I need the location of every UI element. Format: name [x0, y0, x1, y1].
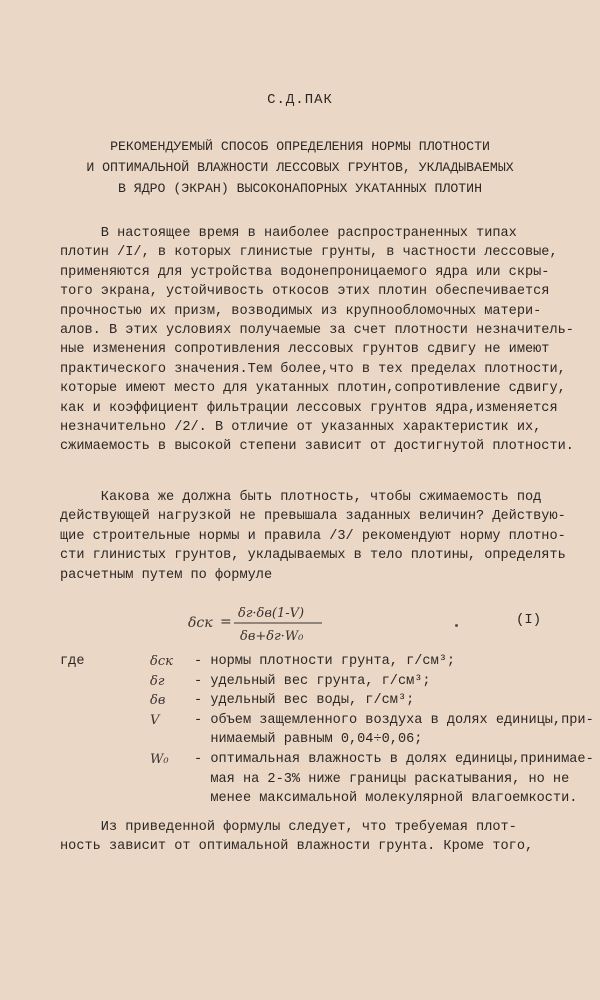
text-line: расчетным путем по формуле [60, 567, 273, 583]
specks [455, 624, 458, 627]
text-line: сти глинистых грунтов, укладываемых в тело плотины, определять [60, 548, 566, 564]
definition-text: - удельный вес воды, г/см³; [194, 693, 415, 709]
definition-item [60, 711, 594, 731]
definition-item [60, 750, 594, 770]
paragraph-1 [60, 224, 574, 457]
definition-text: мая на 2-3% ниже границы раскатывания, но не [194, 771, 570, 787]
formula-numerator: δг·δв(1-V) [238, 606, 305, 621]
definition-item [60, 672, 560, 692]
paragraph-2 [60, 488, 566, 585]
title-line: И ОПТИМАЛЬНОЙ ВЛАЖНОСТИ ЛЕССОВЫХ ГРУНТОВ, УКЛАДЫВАЕМЫХ [86, 160, 514, 175]
definition-text: - нормы плотности грунта, г/см³; [194, 654, 456, 669]
formula-1 [186, 600, 356, 644]
definition-text: - объем защемленного воздуха в долях единицы,при- [194, 712, 594, 728]
definition-continuation [60, 789, 578, 809]
svg-text:=: = [220, 614, 232, 630]
author-name: С.Д.ПАК [267, 92, 333, 108]
definitions-list [60, 652, 594, 809]
text-line: незначительно /2/. В отличие от указанных характеристик их, [60, 419, 542, 435]
formula-denominator: δв+δг·W₀ [240, 629, 304, 644]
text-line: сжимаемость в высокой степени зависит от достигнутой плотности. [60, 439, 574, 455]
text-line: Из приведенной формулы следует, что требуемая плот- [60, 820, 517, 835]
text-line: применяются для устройства водонепроницаемого ядра или скры- [60, 264, 550, 280]
text-line: щие строительные нормы и правила /3/ рекомендуют норму плотно- [60, 528, 566, 544]
document-title [40, 136, 560, 199]
text-line: прочностью их призм, возводимых из крупнообломочных матери- [60, 303, 542, 319]
definition-symbol: δск [150, 654, 173, 669]
definition-text: - оптимальная влажность в долях единицы,принимае- [194, 751, 594, 767]
definition-continuation [60, 770, 570, 790]
definition-text: - удельный вес грунта, г/см³; [194, 673, 431, 689]
text-line: которые имеют место для укатанных плотин,сопротивление сдвигу, [60, 381, 566, 397]
text-line: В настоящее время в наиболее распространенных типах [60, 226, 517, 241]
definition-symbol: δв [150, 693, 166, 709]
text-line: алов. В этих условиях получаемые за счет плотности незначитель- [60, 322, 574, 338]
title-line: В ЯДРО (ЭКРАН) ВЫСОКОНАПОРНЫХ УКАТАННЫХ ПЛОТИН [117, 181, 483, 196]
definition-symbol: δг [150, 673, 165, 689]
text-line: Какова же должна быть плотность, чтобы сжимаемость под [60, 490, 542, 505]
text-line: практического значения.Тем более,что в тех пределах плотности, [60, 361, 566, 377]
formula-lhs: δск [188, 615, 213, 631]
definition-item [60, 652, 560, 672]
title-line: РЕКОМЕНДУЕМЫЙ СПОСОБ ОПРЕДЕЛЕНИЯ НОРМЫ ПЛОТНОСТИ [110, 139, 490, 154]
text-line: плотин /I/, в которых глинистые грунты, в частности лессовые, [60, 245, 558, 261]
definition-item [60, 691, 560, 711]
text-line: ные изменения сопротивления лессовых грунтов сдвигу не имеют [60, 342, 550, 358]
text-line: того экрана, устойчивость откосов этих плотин обеспечивается [60, 284, 550, 300]
text-line: ность зависит от оптимальной влажности грунта. Кроме того, [60, 839, 534, 855]
definition-symbol: W₀ [150, 751, 169, 767]
paragraph-3 [60, 818, 560, 857]
definition-continuation [60, 730, 560, 750]
text-line: как и коэффициент фильтрации лессовых грунтов ядра,изменяется [60, 400, 558, 416]
definition-text: менее максимальной молекулярной влагоемкости. [194, 791, 578, 807]
definition-text: нимаемый равным 0,04÷0,06; [194, 732, 423, 748]
formula-number: (I) [516, 612, 542, 628]
text-line: действующей нагрузкой не превышала заданных величин? Действую- [60, 509, 566, 525]
definition-symbol: V [150, 712, 160, 728]
where-label: где [60, 654, 85, 669]
